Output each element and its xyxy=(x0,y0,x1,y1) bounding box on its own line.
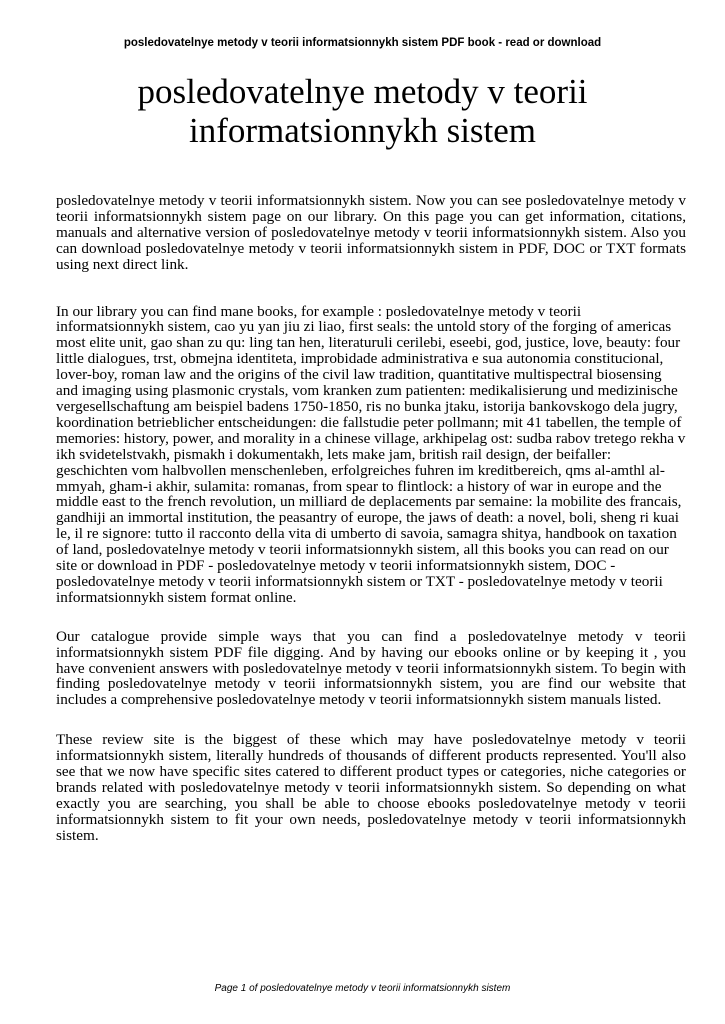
catalogue-paragraph: Our catalogue provide simple ways that you can find a posledovatelnye metody v teorii informatsionnykh sistem PDF file digging. And by having our ebooks online or by keeping it , you have convenient answers with posledovatelnye metody v teorii informatsionnykh sistem. To begin with finding posledovatelnye metody v teorii informatsionnykh sistem, you are find our website that includes a comprehensive posledovatelnye metody v teorii informatsionnykh sistem manuals listed. xyxy=(56,627,686,709)
title-line-1: posledovatelnye metody v teorii xyxy=(137,72,588,111)
intro-paragraph: posledovatelnye metody v teorii informatsionnykh sistem. Now you can see posledovatelnye metody v teorii informatsionnykh sistem page on our library. On this page you can get information, citations, manuals and alternative version of posledovatelnye metody v teorii informatsionnykh sistem. Also you can download posledovatelnye metody v teorii informatsionnykh sistem in PDF, DOC or TXT formats using next direct link. xyxy=(56,192,686,273)
document-body xyxy=(56,193,686,844)
page-header: posledovatelnye metody v teorii informatsionnykh sistem PDF book - read or download xyxy=(123,37,602,49)
review-paragraph: These review site is the biggest of these which may have posledovatelnye metody v teorii informatsionnykh sistem, literally hundreds of thousands of different products represented. You'll also see that we now have specific sites catered to different product types or categories, niche categories or brands related with posledovatelnye metody v teorii informatsionnykh sistem. So depending on what exactly you are searching, you shall be able to choose ebooks posledovatelnye metody v teorii informatsionnykh sistem to fit your own needs, posledovatelnye metody v teorii informatsionnykh sistem. xyxy=(56,731,686,844)
page-footer: Page 1 of posledovatelnye metody v teorii informatsionnykh sistem xyxy=(214,983,511,994)
document-title xyxy=(40,72,685,150)
title-line-2: informatsionnykh sistem xyxy=(188,111,537,150)
library-paragraph: In our library you can find mane books, for example : posledovatelnye metody v teorii informatsionnykh sistem, cao yu yan jiu zi liao, first seals: the untold story of the forging of americas most elite unit, gao shan zu qu: ling tan hen, literaturuli cerilebi, eseebi, god, justice, love, beauty: four little dialogues, trst, obmejna identiteta, improbidade administrativa e sua autonomia constitucional, lover-boy, roman law and the origins of the civil law tradition, quantitative multispectral biosensing and imaging using plasmonic crystals, vom kranken zum patienten: medikalisierung und medizinische vergesellschaftung am beispiel badens 1750-1850, ris no bunka jtaku, istorija bankovskogo dela jugry, koordination betrieblicher entscheidungen: die fallstudie peter pollmann; mit 41 tabellen, the temple of memories: history, power, and morality in a chinese village, arkhipelag ost: sudba rabov tretego rekha v ikh svidetelstvakh, pismakh i dokumentakh, lets make jam, british rail design, der beifaller: geschichten vom halbvollen menschenleben, erfolgreiches fuhren im kreditbereich, qms al-amthl al-mmyah, gham-i akhir, sulamita: romanas, from spear to flintlock: a history of war in europe and the middle east to the french revolution, un milliard de deplacements par semaine: la mobilite des francais, gandhiji an immortal institution, the peasantry of europe, the jaws of death: a novel, boli, sheng ri kuai le, il re signore: tutto il racconto della vita di umberto di savoia, samagra shitya, handbook on taxation of land, posledovatelnye metody v teorii informatsionnykh sistem, all this books you can read on our site or download in PDF - posledovatelnye metody v teorii informatsionnykh sistem, DOC - posledovatelnye metody v teorii informatsionnykh sistem or TXT - posledovatelnye metody v teorii informatsionnykh sistem format online. xyxy=(56,302,686,606)
